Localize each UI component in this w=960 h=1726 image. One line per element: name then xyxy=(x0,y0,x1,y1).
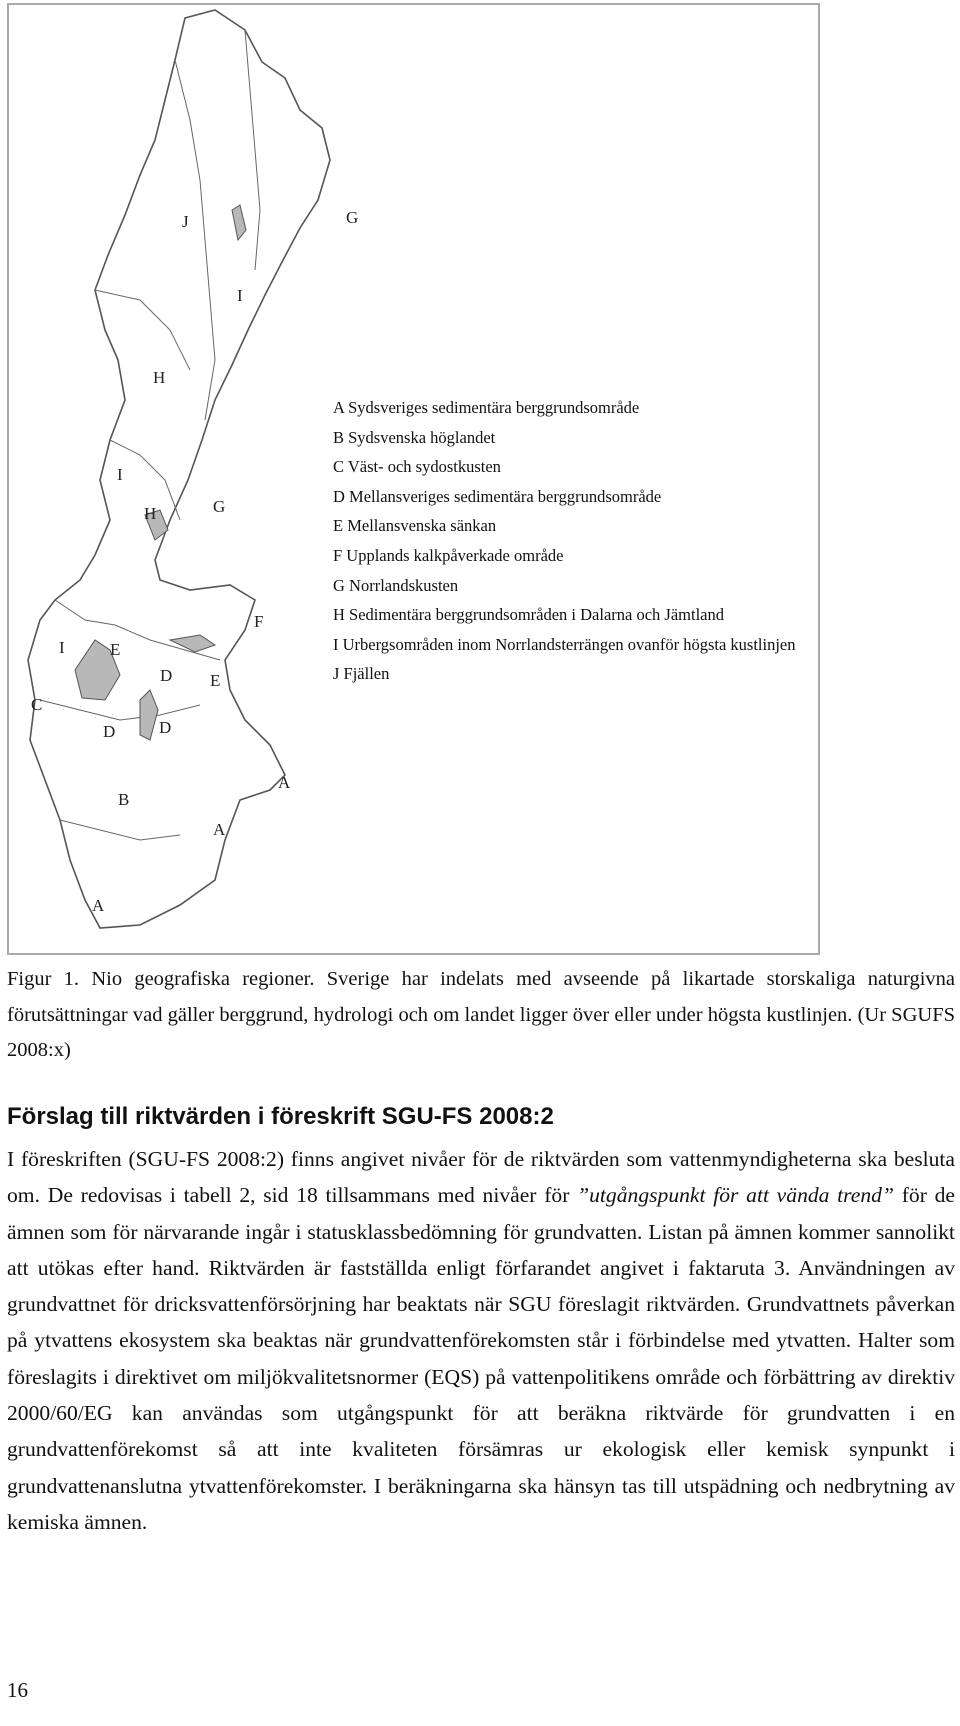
legend-item: G Norrlandskusten xyxy=(333,575,459,595)
legend-item: C Väst- och sydostkusten xyxy=(333,457,501,477)
map-label: E xyxy=(110,640,121,659)
body-text-part1: I föreskriften (SGU-FS 2008:2) finns angivet nivåer för de riktvärden som vattenmyndigheterna ska besluta om. De redovisas i tabell 2, sid 18 tillsammans med nivåer för xyxy=(7,1147,955,1208)
legend-item: B Sydsvenska höglandet xyxy=(333,427,496,447)
map-label: C xyxy=(31,695,43,714)
map-label: D xyxy=(159,718,172,737)
legend-item: I Urbergsområden inom Norrlandsterrängen ovanför högsta kustlinjen xyxy=(333,634,796,654)
legend-item: D Mellansveriges sedimentära berggrundsområde xyxy=(333,486,662,506)
legend-item: E Mellansvenska sänkan xyxy=(333,516,497,536)
page-number: 16 xyxy=(7,1678,28,1702)
body-text-part2: för de ämnen som för närvarande ingår i statusklassbedömning för grundvatten. Listan på ämnen kommer sannolikt att utökas efter hand. Riktvärden är fastställda enligt förfarandet angivet i faktaruta 3. Användningen av grundvattnet för dricksvattenförsörjning har beaktats när SGU föreslagit riktvärden. Grundvattnets påverkan på ytvattens ekosystem ska beaktas när grundvattenförekomsten står i förbindelse med ytvatten. Halter som föreslagits i direktivet om miljökvalitetsnormer (EQS) på vattenpolitikens område och förbättring av direktiv 2000/60/EG kan användas som utgångspunkt för att beräkna riktvärde för grundvatten i en grundvattenförekomst så att inte kvaliteten försämras ur ekologisk eller kemisk synpunkt i grundvattenanslutna ytvattenförekomster. I beräkningarna ska hänsyn tas till utspädning och nedbrytning av kemiska ämnen. xyxy=(7,1183,956,1534)
legend-item: J Fjällen xyxy=(333,664,390,684)
map-label: I xyxy=(237,286,243,305)
legend-item: A Sydsveriges sedimentära berggrundsområde xyxy=(333,398,640,417)
map-label: A xyxy=(213,820,226,839)
body-paragraph xyxy=(7,1141,955,1540)
map-label: E xyxy=(210,671,221,690)
map-label: G xyxy=(346,208,359,227)
map-label: H xyxy=(144,504,157,523)
legend-item: H Sedimentära berggrundsområden i Dalarna och Jämtland xyxy=(333,605,724,625)
map-label: H xyxy=(153,368,166,387)
figure-caption: Figur 1. Nio geografiska regioner. Sverige har indelats med avseende på likartade storskaliga naturgivna förutsättningar vad gäller berggrund, hydrologi och om landet ligger över eller under högsta kustlinjen. (Ur SGUFS 2008:x) xyxy=(7,968,955,1061)
map-label: I xyxy=(117,465,123,484)
section-heading: Förslag till riktvärden i föreskrift SGU-FS 2008:2 xyxy=(7,1103,554,1130)
map-label: J xyxy=(182,212,189,231)
map-label: A xyxy=(92,896,105,915)
map-label: I xyxy=(59,638,65,657)
body-text-emphasis: ”utgångspunkt för att vända trend” xyxy=(577,1183,894,1208)
map-label: F xyxy=(254,612,264,631)
map-legend xyxy=(333,393,828,689)
map-label: D xyxy=(103,722,116,741)
map-label: D xyxy=(160,666,173,685)
map-label: A xyxy=(278,773,291,792)
legend-item: F Upplands kalkpåverkade område xyxy=(333,545,564,565)
map-label: B xyxy=(118,790,130,809)
map-label: G xyxy=(213,497,226,516)
